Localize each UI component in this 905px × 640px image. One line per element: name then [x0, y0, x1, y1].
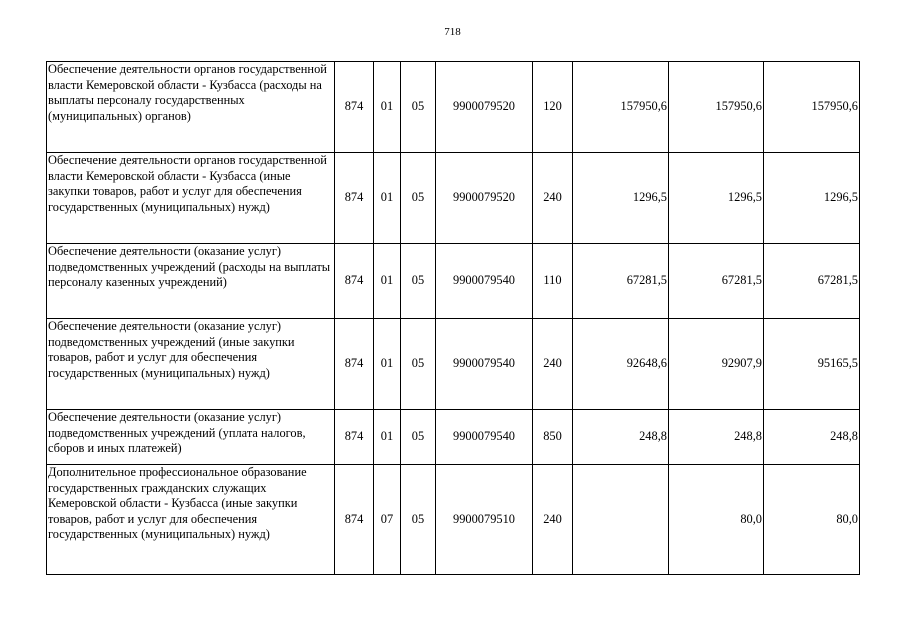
section-code: 01	[374, 410, 401, 465]
ministry-code: 874	[335, 410, 374, 465]
section-code: 07	[374, 465, 401, 575]
subsection-code: 05	[401, 319, 436, 410]
row-name: Обеспечение деятельности (оказание услуг) подведомственных учреждений (иные закупки товаров, работ и услуг для обеспечения государственных (муниципальных) нужд)	[47, 319, 335, 410]
subsection-code: 05	[401, 244, 436, 319]
expense-type-code: 240	[533, 153, 573, 244]
target-article-code: 9900079540	[436, 319, 533, 410]
row-name: Обеспечение деятельности (оказание услуг) подведомственных учреждений (уплата налогов, сборов и иных платежей)	[47, 410, 335, 465]
amount-year-2: 157950,6	[669, 62, 764, 153]
section-code: 01	[374, 62, 401, 153]
expense-type-code: 240	[533, 319, 573, 410]
amount-year-2: 80,0	[669, 465, 764, 575]
target-article-code: 9900079520	[436, 62, 533, 153]
table-row	[47, 410, 860, 465]
amount-year-1: 92648,6	[573, 319, 669, 410]
row-name: Обеспечение деятельности (оказание услуг) подведомственных учреждений (расходы на выплаты персоналу казенных учреждений)	[47, 244, 335, 319]
ministry-code: 874	[335, 319, 374, 410]
section-code: 01	[374, 244, 401, 319]
row-name: Дополнительное профессиональное образование государственных гражданских служащих Кемеровской области - Кузбасса (иные закупки товаров, работ и услуг для обеспечения государственных (муниципальных) нужд)	[47, 465, 335, 575]
amount-year-2: 248,8	[669, 410, 764, 465]
amount-year-3: 248,8	[764, 410, 860, 465]
amount-year-1: 67281,5	[573, 244, 669, 319]
ministry-code: 874	[335, 465, 374, 575]
subsection-code: 05	[401, 62, 436, 153]
amount-year-1: 157950,6	[573, 62, 669, 153]
ministry-code: 874	[335, 244, 374, 319]
amount-year-1	[573, 465, 669, 575]
page-number: 718	[444, 26, 461, 38]
table-row	[47, 319, 860, 410]
subsection-code: 05	[401, 153, 436, 244]
ministry-code: 874	[335, 153, 374, 244]
expense-type-code: 120	[533, 62, 573, 153]
table-row	[47, 244, 860, 319]
expense-type-code: 110	[533, 244, 573, 319]
table-row	[47, 153, 860, 244]
expense-type-code: 850	[533, 410, 573, 465]
amount-year-2: 92907,9	[669, 319, 764, 410]
target-article-code: 9900079540	[436, 244, 533, 319]
table-row	[47, 465, 860, 575]
section-code: 01	[374, 319, 401, 410]
amount-year-3: 1296,5	[764, 153, 860, 244]
amount-year-3: 67281,5	[764, 244, 860, 319]
amount-year-3: 95165,5	[764, 319, 860, 410]
budget-table	[46, 61, 860, 575]
target-article-code: 9900079510	[436, 465, 533, 575]
ministry-code: 874	[335, 62, 374, 153]
section-code: 01	[374, 153, 401, 244]
subsection-code: 05	[401, 465, 436, 575]
amount-year-1: 1296,5	[573, 153, 669, 244]
amount-year-3: 80,0	[764, 465, 860, 575]
row-name: Обеспечение деятельности органов государственной власти Кемеровской области - Кузбасса (иные закупки товаров, работ и услуг для обеспечения государственных (муниципальных) нужд)	[47, 153, 335, 244]
amount-year-2: 67281,5	[669, 244, 764, 319]
amount-year-1: 248,8	[573, 410, 669, 465]
expense-type-code: 240	[533, 465, 573, 575]
table-row	[47, 62, 860, 153]
amount-year-2: 1296,5	[669, 153, 764, 244]
target-article-code: 9900079540	[436, 410, 533, 465]
subsection-code: 05	[401, 410, 436, 465]
row-name: Обеспечение деятельности органов государственной власти Кемеровской области - Кузбасса (расходы на выплаты персоналу государственных (муниципальных) органов)	[47, 62, 335, 153]
amount-year-3: 157950,6	[764, 62, 860, 153]
target-article-code: 9900079520	[436, 153, 533, 244]
